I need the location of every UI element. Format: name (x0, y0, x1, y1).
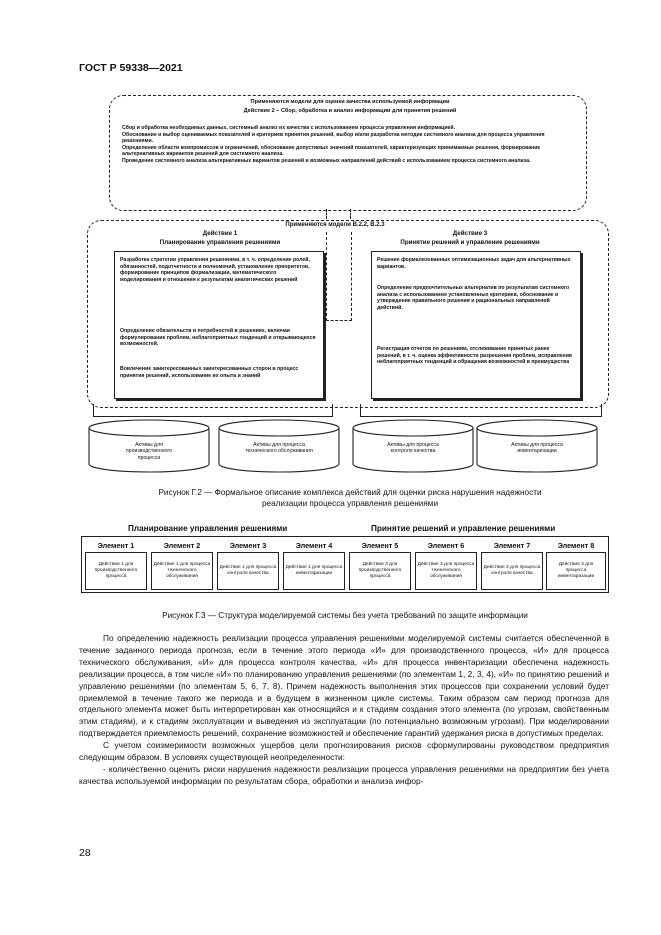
action1-title: Планирование управления решениями (159, 239, 281, 246)
element-box: Действие 3 для процесса технического обслуживания (415, 552, 477, 590)
action2-line: Сбор и обработка необходимых данных, системный анализ их качества с использованием процесса управления информацией. (122, 125, 456, 131)
element-title: Элемент 3 (229, 541, 267, 550)
figure-g3-caption: Рисунок Г.3 — Структура моделируемой системы без учета требований по защите информации (162, 611, 528, 620)
group-right-title: Принятие решений и управление решениями (371, 524, 556, 533)
action2-description (122, 125, 552, 165)
element-box: Действие 1 для производственного процесса (85, 552, 147, 590)
asset-label: Активы для процесса контроля качества (387, 442, 439, 455)
bracket-right (360, 404, 602, 417)
element-4 (283, 541, 345, 590)
action1-block2: Определение обязательств и потребностей в решениях, включая формулирование проблем, неблагоприятных тенденций и открывающихся возможностей. (120, 328, 316, 348)
action2-line: Определение области компромиссов и ограничений, обоснование допустимых значений показателей, характеризующих принимаемые решения, формирование альтернативных вариантов решений для системного анализа. (122, 144, 541, 158)
action3-block3: Регистрация отчетов по решениям, отслеживание принятых ранее решений, в т. ч. оценка эффективности разрешения проблем, исправления неблагоприятных тенденций и обращения возможностей в преимущества (377, 346, 572, 366)
action3-block2: Определение предпочтительных альтернатив по результатам системного анализа с использованием установленных критериев, обоснование и утверждение правильного решения и рациональных направлений действий. (377, 285, 570, 311)
action3-panel (371, 251, 581, 399)
figure-g2-caption: Рисунок Г.2 — Формальное описание комплекса действий для оценки риска нарушения надежности реализации процесса управления решениями (158, 488, 542, 508)
action2-title-models: Применяются модели для оценки качества используемой информации (250, 99, 450, 105)
page-number: 28 (79, 847, 91, 859)
element-box: Действие 3 для процесса контроля качества (481, 552, 543, 590)
element-box: Действие 1 для процесса контроля качества (217, 552, 279, 590)
action3-title: Принятие решений и управление решениями (400, 239, 540, 246)
asset-label: Активы для процесса технического обслуживания (245, 442, 313, 455)
element-1 (85, 541, 147, 590)
element-6 (415, 541, 477, 590)
models-label: Применяются модели В.2.2, В.2.3 (285, 222, 385, 228)
paragraph: С учетом соизмеримости возможных ущербов цели прогнозирования рисков сформулированы руководством предприятия следующим образом. В условиях существующей неопределенности: (79, 740, 609, 763)
action1-number: Действие 1 (202, 230, 238, 237)
action2-title: Действие 2 – Сбор, обработка и анализ информации для принятия решений (243, 108, 457, 114)
element-box: Действие 3 для производственного процесса (349, 552, 411, 590)
element-3 (217, 541, 279, 590)
element-title: Элемент 6 (427, 541, 465, 550)
action2-line: Проведение системного анализа альтернативных вариантов решений и возможных направлений действий с использованием процесса системного анализа. (122, 157, 531, 164)
action3-number: Действие 3 (452, 230, 488, 237)
element-box: Действие 3 для процесса инвентаризации (546, 552, 606, 590)
element-title: Элемент 5 (361, 541, 399, 550)
action1-block3: Вовлечение заинтересованных заинтересованных сторон в процесс принятия решений, использование их опыта и знаний (120, 366, 299, 379)
connector-line (350, 209, 351, 219)
element-title: Элемент 8 (557, 541, 595, 550)
element-2 (151, 541, 213, 590)
asset-label: Активы для процесса инвентаризации (511, 442, 563, 455)
element-7 (481, 541, 543, 590)
connector-line (326, 209, 327, 219)
action2-line: Обоснование и выбор оцениваемых показателей и критериев принятия решений, выбор и/или разработка методик системного анализа для процесса управления решениями. (122, 131, 545, 145)
asset-label: Активы для производственного процесса (125, 442, 173, 461)
group-left-title: Планирование управления решениями (128, 524, 288, 533)
action3-block1: Решение формализованных оптимизационных задач для альтернативных вариантов. (377, 257, 571, 270)
paragraph: - количественно оценить риски нарушения надежности реализации процесса управления решениями на предприятии без учета качества используемой информации по результатам сбора, обработки и анализа инфор- (79, 763, 609, 786)
element-title: Элемент 4 (295, 541, 333, 550)
body-text (79, 633, 609, 788)
element-box: Действие 1 для процесса инвентаризации (283, 552, 345, 590)
element-title: Элемент 7 (493, 541, 531, 550)
element-title: Элемент 1 (97, 541, 135, 550)
bracket-left (93, 404, 333, 417)
element-5 (349, 541, 411, 590)
action1-block1: Разработка стратегии управления решениями, в т. ч. определение ролей, обязанностей, подотчетности и полномочий, установление приоритетов, формирование принципов формализации, математического моделирования и отношения к результатам аналитических решений (120, 257, 310, 283)
element-box: Действие 1 для процесса технического обслуживания (151, 552, 213, 590)
element-title: Элемент 2 (163, 541, 201, 550)
document-header: ГОСТ Р 59338—2021 (79, 62, 183, 74)
element-8 (546, 541, 606, 590)
paragraph: По определению надежность реализации процесса управления решениями моделируемой системы считается обеспеченной в течение заданного периода прогноза, если в течение этого периода «И» для производственного процесса, «И» для процесса технического обслуживания, «И» для процесса контроля качества, «И» для процесса инвентаризации обеспечена надежность реализации процесса, в том числе «И» по планированию управления решениями (по элементам 1, 2, 3, 4), «И» по принятию решений и управлению решениями (по элементам 5, 6, 7, 8). Причем надежность выполнения этих процессов при сохранении условий будет приемлемой в течение такого же периода и в будущем в жизненном цикле системы. Таким образом сам период прогноза для отдельного элемента может быть интерпретирован как относящийся и к стадиям создания этого элемента (по угрозам, свойственным этим стадиям), и к стадиям эксплуатации и выведения из эксплуатации (по потенциально возможным угрозам). При моделировании подтверждается приемлемость решений, сохранение возможностей и обеспечение гарантий удержания риска в допустимых пределах. (79, 633, 609, 739)
